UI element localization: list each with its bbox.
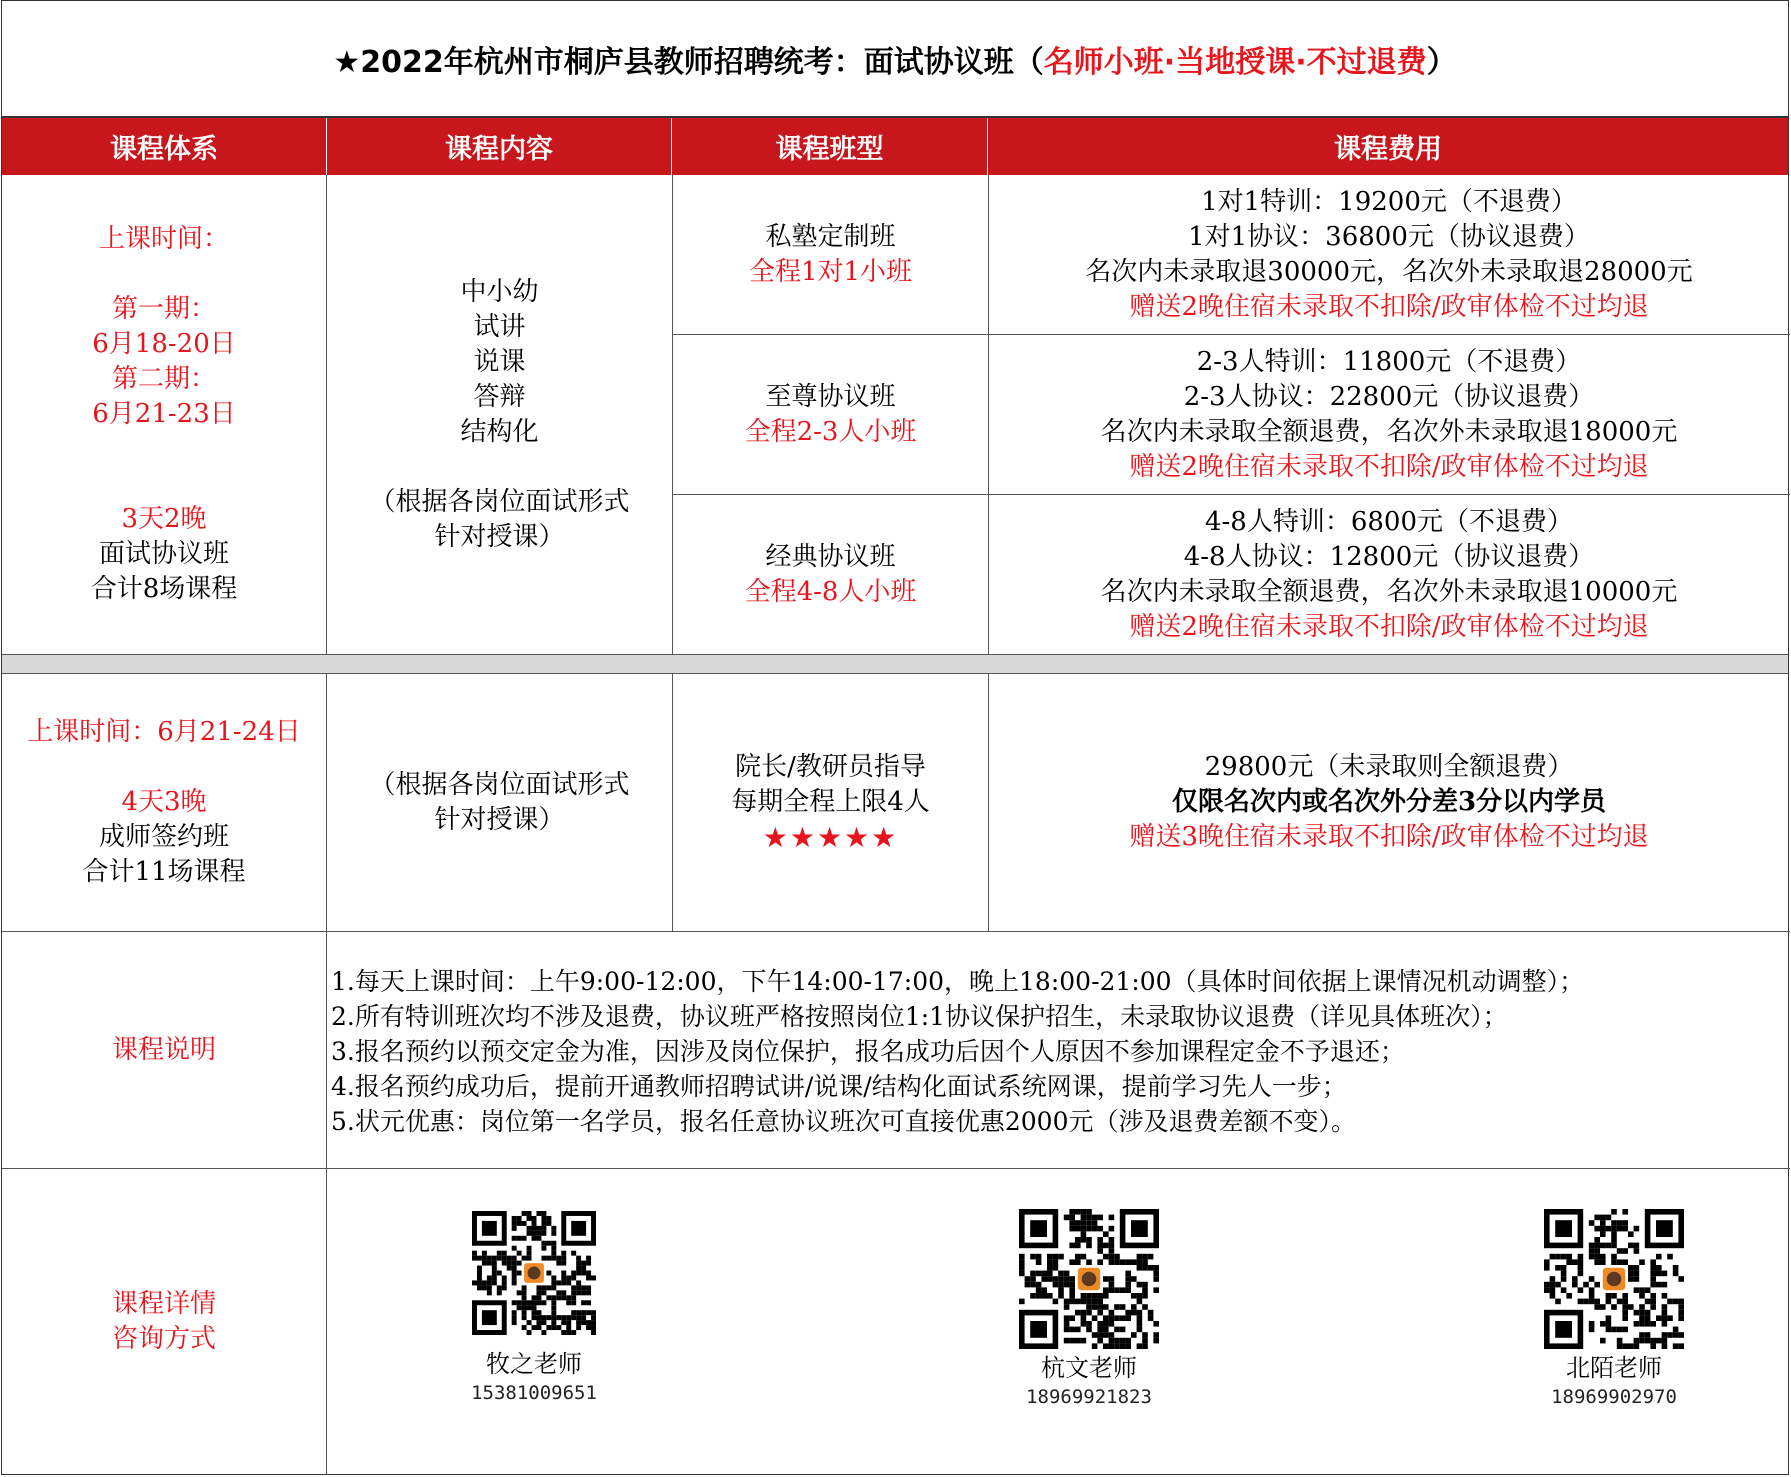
note-item: 1.每天上课时间：上午9:00-12:00，下午14:00-17:00，晚上18:00-21:00（具体时间依据上课情况机动调整）；	[331, 967, 1585, 996]
session-count: 合计8场课程	[90, 574, 238, 604]
content-note: 针对授课）	[434, 804, 565, 835]
class-type-cell	[673, 175, 988, 334]
fee-line: 名次内未录取退30000元，名次外未录取退28000元	[1085, 256, 1693, 287]
duration: 3天2晚	[121, 504, 207, 534]
fee-line: 1对1特训：19200元（不退费）	[1201, 186, 1577, 217]
content-note: 针对授课）	[434, 521, 565, 552]
contact-name: 北陌老师	[1566, 1354, 1662, 1382]
fee-line: 1对1协议：36800元（协议退费）	[1188, 221, 1590, 252]
contact-name: 牧之老师	[486, 1350, 582, 1378]
period1-dates: 6月18-20日	[92, 329, 236, 359]
content-cell	[327, 674, 672, 931]
qr-code-icon[interactable]	[472, 1211, 596, 1335]
contact-label	[2, 1169, 326, 1475]
class-type-name: 经典协议班	[765, 541, 896, 572]
header-course-system: 课程体系	[2, 118, 327, 175]
content-line: 答辩	[473, 381, 526, 412]
class-type-size: 全程1对1小班	[748, 256, 913, 287]
schedule-label: 上课时间：	[98, 224, 229, 254]
qr-code-icon[interactable]	[1544, 1209, 1684, 1349]
contact-label-line: 咨询方式	[111, 1324, 216, 1354]
fee-cell	[989, 674, 1789, 931]
note-item: 5.状元优惠：岗位第一名学员，报名任意协议班次可直接优惠2000元（涉及退费差额不变）。	[331, 1107, 1356, 1136]
class-name: 面试协议班	[98, 539, 229, 569]
note-item: 2.所有特训班次均不涉及退费，协议班严格按照岗位1:1协议保护招生，未录取协议退费（详见具体班次）；	[331, 1002, 1508, 1031]
fee-price: 29800元（未录取则全额退费）	[1204, 752, 1574, 782]
header-class-type: 课程班型	[672, 118, 988, 175]
contact-card	[434, 1211, 634, 1407]
fee-cell	[989, 175, 1789, 334]
content-note: （根据各岗位面试形式	[369, 769, 630, 800]
fee-line: 名次内未录取全额退费，名次外未录取退10000元	[1100, 576, 1678, 607]
schedule-cell	[2, 674, 326, 931]
schedule-dates: 上课时间：6月21-24日	[27, 717, 301, 747]
fee-limit: 仅限名次内或名次外分差3分以内学员	[1171, 787, 1607, 817]
title-tail: ）	[1426, 44, 1457, 80]
course-table	[1, 0, 1789, 1475]
fee-line: 2-3人特训：11800元（不退费）	[1196, 346, 1582, 377]
fee-cell	[989, 495, 1789, 654]
section-separator	[2, 654, 1788, 674]
content-line: 说课	[473, 346, 526, 377]
contact-card	[1514, 1209, 1714, 1411]
contact-label-line: 课程详情	[111, 1289, 216, 1319]
schedule-cell	[2, 175, 326, 654]
content-line: 中小幼	[460, 276, 539, 307]
contact-phone: 18969902970	[1551, 1386, 1677, 1408]
period2-label: 第二期：	[111, 364, 216, 394]
header-course-content: 课程内容	[327, 118, 672, 175]
session-count: 合计11场课程	[82, 857, 246, 887]
fee-line: 4-8人协议：12800元（协议退费）	[1183, 541, 1595, 572]
note-item: 4.报名预约成功后，提前开通教师招聘试讲/说课/结构化面试系统网课，提前学习先人一步；	[331, 1072, 1347, 1101]
page-title	[2, 1, 1788, 118]
content-line: 结构化	[460, 416, 539, 447]
fee-line: 2-3人协议：22800元（协议退费）	[1183, 381, 1595, 412]
notes-label: 课程说明	[111, 1034, 216, 1065]
qr-code-icon[interactable]	[1019, 1209, 1159, 1349]
content-cell	[327, 175, 672, 654]
class-type-size: 全程4-8人小班	[744, 576, 917, 607]
period1-label: 第一期：	[111, 294, 216, 324]
contact-phone: 18969921823	[1026, 1386, 1152, 1408]
class-name: 成师签约班	[98, 822, 229, 852]
fee-cell	[989, 335, 1789, 494]
fee-line: 4-8人特训：6800元（不退费）	[1204, 506, 1574, 537]
fee-bonus: 赠送2晚住宿未录取不扣除/政审体检不过均退	[1129, 611, 1649, 642]
content-note: （根据各岗位面试形式	[369, 486, 630, 517]
class-limit: 每期全程上限4人	[731, 787, 930, 817]
contact-phone: 15381009651	[471, 1382, 597, 1404]
class-type-name: 至尊协议班	[765, 381, 896, 412]
header-course-fee: 课程费用	[988, 118, 1788, 175]
duration: 4天3晚	[121, 787, 207, 817]
notes-list	[331, 964, 1584, 1139]
fee-bonus: 赠送3晚住宿未录取不扣除/政审体检不过均退	[1129, 822, 1649, 852]
fee-bonus: 赠送2晚住宿未录取不扣除/政审体检不过均退	[1129, 451, 1649, 482]
title-main: ★2022年杭州市桐庐县教师招聘统考：面试协议班（	[333, 44, 1044, 80]
class-type-cell	[673, 674, 988, 931]
star-rating: ★★★★★	[762, 821, 899, 854]
contact-name: 杭文老师	[1041, 1354, 1137, 1382]
class-type-name: 私塾定制班	[765, 221, 896, 252]
note-item: 3.报名预约以预交定金为准，因涉及岗位保护，报名成功后因个人原因不参加课程定金不予退还；	[331, 1037, 1405, 1066]
title-highlight: 名师小班·当地授课·不过退费	[1043, 44, 1427, 80]
class-type-cell	[673, 335, 988, 494]
contact-card	[989, 1209, 1189, 1411]
period2-dates: 6月21-23日	[92, 399, 236, 429]
content-line: 试讲	[473, 311, 526, 342]
fee-line: 名次内未录取全额退费，名次外未录取退18000元	[1100, 416, 1678, 447]
class-type-cell	[673, 495, 988, 654]
fee-bonus: 赠送2晚住宿未录取不扣除/政审体检不过均退	[1129, 291, 1649, 322]
class-guide: 院长/教研员指导	[735, 752, 926, 782]
class-type-size: 全程2-3人小班	[744, 416, 917, 447]
